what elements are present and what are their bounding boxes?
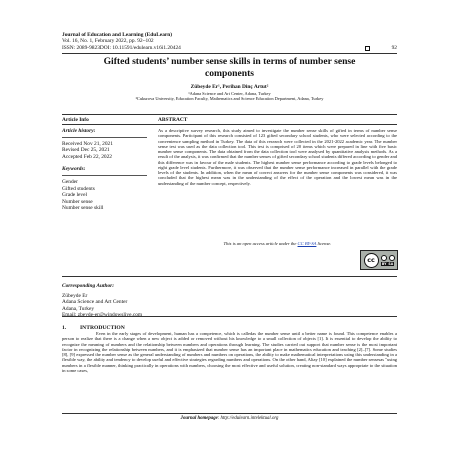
journal-volume: Vol. 16, No. 1, February 2022, pp. 92~102 <box>62 38 154 45</box>
paper-title <box>62 56 397 79</box>
header-divider <box>62 53 397 54</box>
license-note <box>158 241 397 246</box>
keyword-item: Grade level <box>62 192 87 199</box>
article-info-header: Article Info <box>62 117 89 123</box>
journal-header <box>62 32 397 51</box>
abstract-header: ABSTRACT <box>158 117 188 123</box>
license-prefix: This is an open access article under the <box>223 241 298 246</box>
keywords-rule <box>62 175 147 176</box>
introduction-text: Even in the early stages of development, human has a competence, which is calledas the number sense until a better name is found. This competence enables a person to realize that there is a change when a new object is added or removed without his knowledge to a small collection of objects [1]. It is essential to develop the ability to recognize the meaning of numbers and the relationship between numbers and operations through learning. The studies carried out support that number sense is the most important factor in recognizing the relationship between numbers, and it is emphasized that number sense has an important place in mathematics education and teaching [2]–[7]. Some studies [8], [9] expressed the number sense as the general understanding of numbers and numbers on operations, the ability to make mathematical interpretations using this understanding in a flexible way, the ability and tendency to develop useful and effective strategies regarding numbers and operations. On the other hand, Altay [10] explained the number sensesas "using numbers in a flexible manner, thinking practically in operations with numbers, choosing the most effective and useful solution, creating non-standard ways appropriate to the situation in some cases, <box>62 331 397 374</box>
revised-date: Revised Dec 25, 2021 <box>62 147 110 154</box>
keyword-item: Number sense <box>62 198 93 205</box>
corresponding-name: Zübeyde Er <box>62 292 88 299</box>
paper-authors: Zübeyde Er¹, Perihan Dinç Artut² <box>190 84 269 90</box>
section-divider-top <box>62 114 397 115</box>
abstract-text: As a descriptive survey research, this study aimed to investigate the number sense skills of gifted in terms of number sense components. Participant of this research consisted of 123 gifted secondary school students, who were selected according to the convenience sampling method in Turkey. The data of this research were collected in the 2021-2022 academic year. The number sense test was used as the data collection tool. This test is comprised of 20 items which were prepared in line with five basic number sense components. The data obtained from the data collection tool were analysed by quantitative analysis methods. As a result of the analysis, it was confirmed that the number senses of gifted secondary school students differed according to gender and this difference was in favour of the male students. The highest number sense performance according to grade levels belonged to eight grade level students. Furthermore, it was observed that the number sense performance increased in parallel with the grade levels of the students. In addition, when the mean of correct answers for the number sense components was considered, it was concluded that the highest mean was in the understanding of the effect of the operation and the lowest mean was in the understanding of the number concept, respectively. <box>158 128 397 186</box>
section-title: INTRODUCTION <box>80 325 125 331</box>
page-number-group <box>365 45 397 51</box>
license-suffix: license. <box>316 241 332 246</box>
keyword-item: Number sense skill <box>62 205 104 212</box>
received-date: Received Nov 21, 2021 <box>62 140 113 147</box>
affiliation-2: ²Cukurova University, Education Faculty, Mathematics and Science Education Department, Adana, Turkey <box>135 96 324 102</box>
cc-icon: cc <box>364 253 379 268</box>
corresponding-divider-top <box>62 276 397 277</box>
badge-by-label: BY <box>381 261 387 266</box>
badge-sa-label: SA <box>388 261 394 266</box>
article-history-label: Article history: <box>62 128 96 134</box>
section-number: 1. <box>62 325 67 331</box>
corresponding-divider-bottom <box>62 316 397 317</box>
by-sa-icons <box>381 255 395 266</box>
corresponding-author <box>62 283 192 319</box>
keyword-item: Gifted students <box>62 185 95 192</box>
corresponding-header: Corresponding Author: <box>62 283 115 289</box>
section-divider-bottom <box>62 124 397 125</box>
article-info <box>62 128 147 212</box>
paper-title-line1: Gifted students’ number sense skills in terms of number sense <box>103 56 356 67</box>
history-rule <box>62 137 147 138</box>
footer-url[interactable]: : http://edulearn.intelektual.org <box>217 416 279 421</box>
paper-title-line2: components <box>204 67 255 79</box>
footer-label: Journal homepage <box>180 416 218 421</box>
sa-share-icon <box>389 255 395 261</box>
by-person-icon <box>381 255 387 261</box>
keywords-label: Keywords: <box>62 166 86 173</box>
accepted-date: Accepted Feb 22, 2022 <box>62 153 113 160</box>
cc-by-sa-badge[interactable] <box>360 250 398 270</box>
keyword-item: Gender <box>62 178 78 185</box>
affiliation-1: ¹Adana Science and Art Center, Adana, Turkey <box>188 91 271 96</box>
license-link[interactable]: CC BY-SA <box>297 241 317 246</box>
square-icon <box>365 46 370 51</box>
corresponding-email[interactable]: Email: zbeyde-er@windowslive.com <box>62 312 143 319</box>
corresponding-org: Adana Science and Art Center <box>62 299 128 306</box>
page-number: 92 <box>391 44 397 51</box>
journal-issn: ISSN: 2089-9823DOI: 10.11591/edulearn.v16i1.20424 <box>62 44 181 51</box>
paper-affiliations <box>62 91 397 102</box>
issn-row <box>62 45 397 51</box>
journal-footer <box>62 416 397 421</box>
journal-title: Journal of Education and Learning (EduLearn) <box>62 32 173 38</box>
footer-divider <box>62 413 397 414</box>
corresponding-city: Adana, Turkey <box>62 305 95 312</box>
